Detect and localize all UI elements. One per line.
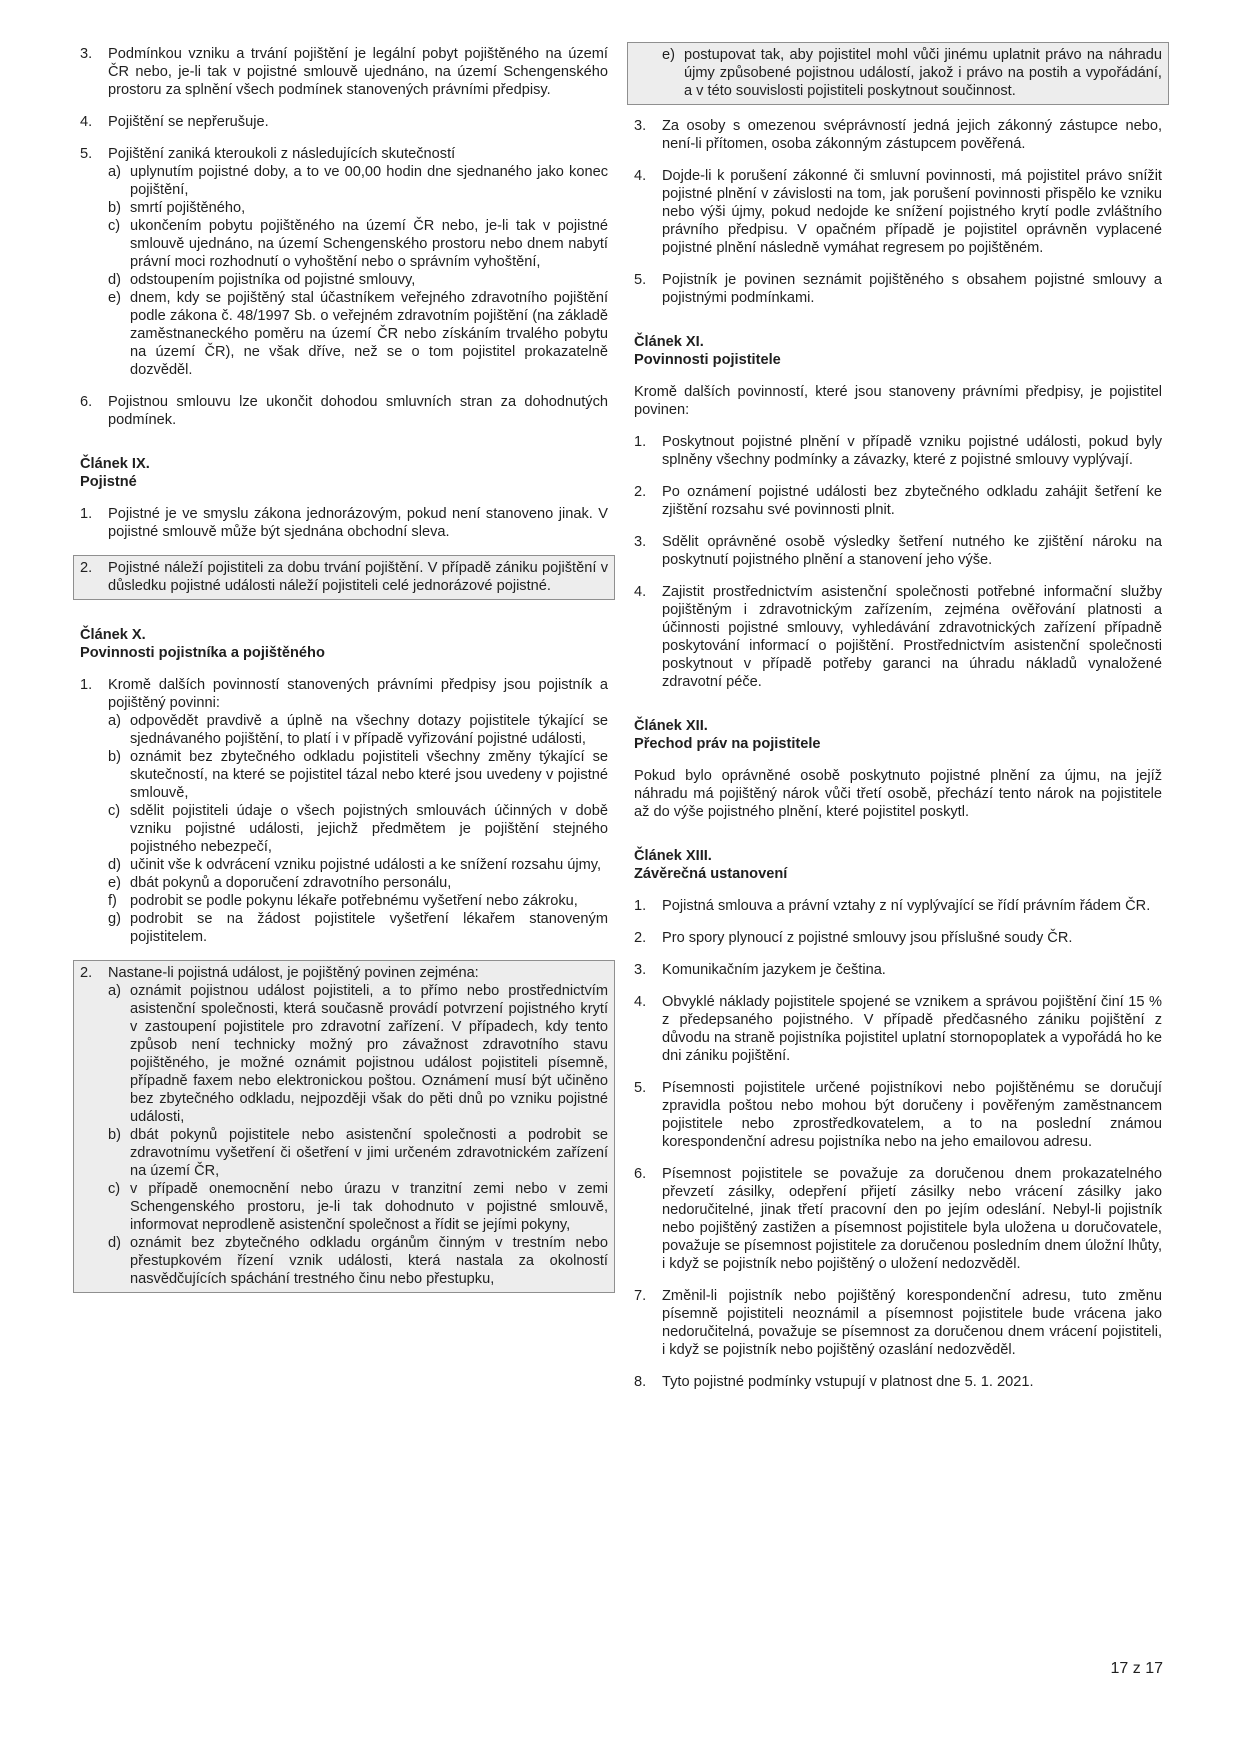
item-number: 5.	[80, 146, 93, 162]
item-number: 4.	[80, 114, 93, 130]
article-10-item-2-continuation-highlighted	[627, 42, 1169, 105]
item-body	[662, 1287, 1162, 1359]
sub-item-letter: a)	[108, 164, 121, 180]
item-body	[108, 113, 608, 131]
item-text: Změnil-li pojistník nebo pojištěný korespondenční adresu, tuto změnu písemně pojistiteli neoznámil a písemnost pojistitele bude vrácena jako nedoručitelná, považuje se písemnost za doručenou dnem vrácení pojistiteli, i když se pojistník nebo pojištěný ozaslání nedozvěděl.	[662, 1288, 1162, 1358]
item-number: 2.	[634, 930, 647, 946]
sub-item	[108, 1180, 608, 1234]
sub-item-letter: b)	[108, 200, 121, 216]
sub-item-letter: e)	[108, 875, 121, 891]
list-item	[634, 167, 1162, 257]
sub-item	[108, 271, 608, 289]
article-11-title: Povinnosti pojistitele	[634, 352, 781, 368]
sub-item-text: dbát pokynů a doporučení zdravotního personálu,	[130, 875, 452, 891]
sub-item	[108, 289, 608, 379]
sub-item	[108, 802, 608, 856]
article-10-heading	[80, 626, 608, 662]
item-body	[662, 533, 1162, 569]
list-item	[634, 993, 1162, 1065]
sub-item-text: učinit vše k odvrácení vzniku pojistné události a ke snížení rozsahu újmy,	[130, 857, 602, 873]
item-body	[662, 271, 1162, 307]
list-item	[634, 1373, 1162, 1391]
article-9-item-2-highlighted	[73, 555, 615, 600]
sub-item-letter: b)	[108, 1127, 121, 1143]
sub-item-letter: a)	[108, 713, 121, 729]
item-text: Písemnosti pojistitele určené pojistníkovi nebo pojištěnému se doručují zpravidla poštou nebo mohou být doručeny i pověřeným zaměstnancem pojistitele nebo zprostředkovatelem, a to na poslední známou korespondenční adresu pojistníka nebo na jeho emailovou adresu.	[662, 1080, 1162, 1150]
item-text: Zajistit prostřednictvím asistenční společnosti potřebné informační služby pojištěným i zdravotnickým zařízením, zejména ověřování platnosti a účinnosti pojistné smlouvy, vyhledávání zdravotnických zařízení případně poskytování informací o pojištění. Prostřednictvím asistenční společnosti poskytnout v případě potřeby garanci na úhradu nákladů vynaložené zdravotní péče.	[662, 584, 1162, 690]
item-body	[108, 676, 608, 946]
article-12-title: Přechod práv na pojistitele	[634, 736, 821, 752]
item-text: Písemnost pojistitele se považuje za doručenou dnem prokazatelného převzetí zásilky, odepření přijetí zásilky nebo vrácení zásilky jako nedoručitelné, jinak třetí pracovní den po jejím odeslání. Nebyl-li pojistník nebo pojištěný zastižen a písemnost pojistitele byla uložena u doručovatele, považuje se písemnost pojistitele za doručenou posledním dnem úložní lhůty, i když se pojistník nebo pojištěný o uložení nedozvěděl.	[662, 1166, 1162, 1272]
item-text: Za osoby s omezenou svéprávností jedná jejich zákonný zástupce nebo, není-li přítomen, osoba zákonným zástupcem pověřená.	[662, 118, 1162, 152]
sub-item-text: v případě onemocnění nebo úrazu v tranzitní zemi nebo v zemi Schengenského prostoru, je-li tak dohodnuto v pojistné smlouvě, informovat neprodleně asistenční společnost a řídit se jejími pokyny,	[130, 1181, 608, 1233]
item-body	[108, 964, 608, 1288]
sub-item-letter: e)	[662, 47, 675, 63]
list-item	[634, 117, 1162, 153]
sub-item-text: podrobit se na žádost pojistitele vyšetření lékařem stanoveným pojistitelem.	[130, 911, 608, 945]
article-11-items	[634, 433, 1162, 691]
sub-item-e	[634, 46, 1162, 100]
article-9-heading	[80, 455, 608, 491]
sub-item	[108, 982, 608, 1126]
list-item	[634, 271, 1162, 307]
list-item	[634, 897, 1162, 915]
sub-item-letter: c)	[108, 803, 121, 819]
article-10-number: Článek X.	[80, 627, 146, 643]
sub-item	[108, 199, 608, 217]
sub-item-text: dbát pokynů pojistitele nebo asistenční společnosti a podrobit se zdravotnímu vyšetření či ošetření v jimi určeném zdravotnickém zařízení na území ČR,	[130, 1127, 608, 1179]
item-text: Podmínkou vzniku a trvání pojištění je legální pobyt pojištěného na území ČR nebo, je-li tak v pojistné smlouvě ujednáno, na území Schengenského prostoru za splnění všech podmínek stanovených právními předpisy.	[108, 46, 608, 98]
item-text: Pojistnou smlouvu lze ukončit dohodou smluvních stran za dohodnutých podmínek.	[108, 394, 608, 428]
sub-item-text: oznámit bez zbytečného odkladu pojistiteli všechny změny týkající se skutečností, na které se pojistitel tázal nebo které jsou uvedeny v pojistné smlouvě,	[130, 749, 608, 801]
article-10-title: Povinnosti pojistníka a pojištěného	[80, 645, 325, 661]
article-10-item-1	[80, 676, 608, 946]
item-number: 6.	[634, 1166, 647, 1182]
item-text: Pojištění zaniká kteroukoli z následujících skutečností	[108, 146, 456, 162]
item-body	[662, 117, 1162, 153]
item-number: 5.	[634, 272, 647, 288]
item-number: 2.	[634, 484, 647, 500]
item-number: 6.	[80, 394, 93, 410]
right-column	[634, 45, 1162, 1405]
item-body	[662, 961, 1162, 979]
item-text: Kromě dalších povinností stanovených právními předpisy jsou pojistník a pojištěný povinni:	[108, 677, 608, 711]
item-body	[108, 45, 608, 99]
sub-item-letter: d)	[108, 857, 121, 873]
item-number: 8.	[634, 1374, 647, 1390]
item-text: Pojistná smlouva a právní vztahy z ní vyplývající se řídí právním řádem ČR.	[662, 898, 1151, 914]
item-number: 1.	[634, 434, 647, 450]
item-number: 3.	[634, 962, 647, 978]
sub-item-letter: e)	[108, 290, 121, 306]
sub-item-letter: c)	[108, 1181, 121, 1197]
sub-item	[108, 163, 608, 199]
item-body	[662, 433, 1162, 469]
item-body	[662, 483, 1162, 519]
item-number: 5.	[634, 1080, 647, 1096]
item-number: 4.	[634, 994, 647, 1010]
item-number: 2.	[80, 560, 93, 576]
item-number: 4.	[634, 584, 647, 600]
article-13-number: Článek XIII.	[634, 848, 712, 864]
list-item	[634, 1287, 1162, 1359]
item-text: Po oznámení pojistné události bez zbytečného odkladu zahájit šetření ke zjištění rozsahu své povinnosti plnit.	[662, 484, 1162, 518]
item-number: 3.	[634, 118, 647, 134]
sub-item	[108, 910, 608, 946]
item-text: Pojistné je ve smyslu zákona jednorázovým, pokud není stanoveno jinak. V pojistné smlouvě může být sjednána obchodní sleva.	[108, 506, 608, 540]
item-body	[108, 145, 608, 379]
list-item	[634, 1079, 1162, 1151]
sub-item-text: uplynutím pojistné doby, a to ve 00,00 hodin dne sjednaného jako konec pojištění,	[130, 164, 608, 198]
page-number: 17 z 17	[1110, 1660, 1163, 1677]
item-body	[662, 1373, 1162, 1391]
article-13-heading	[634, 847, 1162, 883]
sub-item-text: dnem, kdy se pojištěný stal účastníkem veřejného zdravotního pojištění podle zákona č. 48/1997 Sb. o veřejném zdravotním pojištění (na základě zaměstnaneckého poměru na území ČR nebo získáním trvalého pobytu na území ČR), ne však dříve, než se o tom pojistitel prokazatelně dozvěděl.	[130, 290, 608, 378]
item-body	[662, 1165, 1162, 1273]
sub-item	[108, 874, 608, 892]
article-11-intro: Kromě dalších povinností, které jsou stanoveny právními předpisy, je pojistitel povinen:	[634, 384, 1162, 418]
sub-item-text: oznámit bez zbytečného odkladu orgánům činným v trestním nebo přestupkovém řízení vznik události, která nastala za okolností nasvědčujících spáchání trestného činu nebo přestupku,	[130, 1235, 608, 1287]
item-body	[662, 167, 1162, 257]
sub-item-letter: c)	[108, 218, 121, 234]
article-13-items	[634, 897, 1162, 1391]
item-number: 1.	[80, 677, 93, 693]
list-item	[634, 483, 1162, 519]
list-item	[634, 961, 1162, 979]
item-body	[662, 583, 1162, 691]
sub-item	[108, 217, 608, 271]
sub-item-text: odstoupením pojistníka od pojistné smlouvy,	[130, 272, 416, 288]
list-item	[80, 45, 608, 99]
item-body	[662, 897, 1162, 915]
article-12-number: Článek XII.	[634, 718, 708, 734]
sub-item-text: postupovat tak, aby pojistitel mohl vůči jinému uplatnit právo na náhradu újmy způsobené pojistnou událostí, jakož i právo na postih a vypořádání, a v této souvislosti pojistiteli poskytnout součinnost.	[684, 47, 1162, 99]
sub-item-letter: d)	[108, 272, 121, 288]
sub-item-text: ukončením pobytu pojištěného na území ČR nebo, je-li tak v pojistné smlouvě ujednáno, na území Schengenského prostoru nebo dnem nabytí právní moci rozhodnutí o vyhoštění nebo o správním vyhoštění,	[130, 218, 608, 270]
list-item	[80, 964, 608, 1288]
item-text: Obvyklé náklady pojistitele spojené se vznikem a správou pojištění činí 15 % z předepsaného pojistného. V případě předčasného zániku pojištění z důvodu na straně pojistníka pojistitel uplatní stornopoplatek a vypořádá ho ke dni zániku pojištění.	[662, 994, 1162, 1064]
article-12-heading	[634, 717, 1162, 753]
list-item	[634, 433, 1162, 469]
item-text: Sdělit oprávněné osobě výsledky šetření nutného ke zjištění nároku na poskytnutí pojistného plnění a stanovení jeho výše.	[662, 534, 1162, 568]
sub-item	[108, 1126, 608, 1180]
item-text: Nastane-li pojistná událost, je pojištěný povinen zejména:	[108, 965, 479, 981]
item-number: 7.	[634, 1288, 647, 1304]
item-text: Komunikačním jazykem je čeština.	[662, 962, 886, 978]
sub-item-text: podrobit se podle pokynu lékaře potřebnému vyšetření nebo zákroku,	[130, 893, 578, 909]
list-item	[80, 113, 608, 131]
item-text: Pojistné náleží pojistiteli za dobu trvání pojištění. V případě zániku pojištění v důsledku pojistné události náleží pojistiteli celé jednorázové pojistné.	[108, 560, 608, 594]
sub-item	[108, 712, 608, 748]
item-number: 2.	[80, 965, 93, 981]
list-item	[80, 676, 608, 946]
sub-item-letter: g)	[108, 911, 121, 927]
article-10-items-continued	[634, 117, 1162, 307]
item-body	[662, 1079, 1162, 1151]
article-8-items	[80, 45, 608, 429]
article-9-title: Pojistné	[80, 474, 137, 490]
article-9-number: Článek IX.	[80, 456, 150, 472]
item-text: Tyto pojistné podmínky vstupují v platnost dne 5. 1. 2021.	[662, 1374, 1034, 1390]
item-text: Dojde-li k porušení zákonné či smluvní povinnosti, má pojistitel právo snížit pojistné plnění v závislosti na tom, jak porušení povinnosti přispělo ke vzniku nebo výši újmy, pokud nedojde ke snížení pojistného krytí podle zvláštního právního předpisu. V opačném případě je pojistitel oprávněn vyplacené pojistné plnění následně vymáhat regresem po pojištěném.	[662, 168, 1162, 256]
article-10-item-2-highlighted	[73, 960, 615, 1293]
item-text: Pojištění se nepřerušuje.	[108, 114, 269, 130]
item-text: Poskytnout pojistné plnění v případě vzniku pojistné události, pokud byly splněny všechny podmínky a závazky, které z pojistné smlouvy vyplývají.	[662, 434, 1162, 468]
sub-item-text: smrtí pojištěného,	[130, 200, 246, 216]
list-item	[634, 583, 1162, 691]
left-column	[80, 45, 608, 1293]
sub-item	[108, 1234, 608, 1288]
list-item	[80, 393, 608, 429]
item-text: Pro spory plynoucí z pojistné smlouvy jsou příslušné soudy ČR.	[662, 930, 1073, 946]
article-11-number: Článek XI.	[634, 334, 704, 350]
item-text: Pojistník je povinen seznámit pojištěného s obsahem pojistné smlouvy a pojistnými podmínkami.	[662, 272, 1162, 306]
item-body	[662, 993, 1162, 1065]
item-number: 3.	[80, 46, 93, 62]
sub-item-text: oznámit pojistnou událost pojistiteli, a to přímo nebo prostřednictvím asistenční společnosti, která současně provádí potvrzení pojistného krytí v zastoupení pojistitele pro zdravotní zařízení. V případech, kdy tento způsob není technicky možný pro závažnost zdravotního stavu pojištěného, je možné oznámit pojistnou událost pojistiteli písemně, případně faxem nebo elektronickou poštou. Oznámení musí být učiněno bez zbytečného odkladu, nejpozději však do pěti dnů po vzniku pojistné události,	[130, 983, 608, 1125]
list-item	[634, 533, 1162, 569]
sub-item-letter: f)	[108, 893, 117, 909]
article-11-heading	[634, 333, 1162, 369]
list-item	[634, 929, 1162, 947]
item-body	[662, 929, 1162, 947]
sub-item-letter: d)	[108, 1235, 121, 1251]
sub-item	[108, 748, 608, 802]
article-12-text: Pokud bylo oprávněné osobě poskytnuto pojistné plnění za újmu, na jejíž náhradu má pojištěný nárok vůči třetí osobě, přechází tento nárok na pojistitele až do výše pojistného plnění, které pojistitel poskytl.	[634, 768, 1162, 820]
list-item	[634, 1165, 1162, 1273]
sub-item-text: sdělit pojistiteli údaje o všech pojistných smlouvách účinných v době vzniku pojistné události, jejichž předmětem je pojištění stejného pojistného nebezpečí,	[130, 803, 608, 855]
sub-item	[108, 856, 608, 874]
sub-item-letter: a)	[108, 983, 121, 999]
item-number: 4.	[634, 168, 647, 184]
item-number: 1.	[634, 898, 647, 914]
sub-item-text: odpovědět pravdivě a úplně na všechny dotazy pojistitele týkající se sjednávaného pojištění, to platí i v případě vyřizování pojistné události,	[130, 713, 608, 747]
item-number: 3.	[634, 534, 647, 550]
article-13-title: Závěrečná ustanovení	[634, 866, 788, 882]
list-item	[80, 145, 608, 379]
article-9-item-1	[80, 505, 608, 541]
item-body	[108, 393, 608, 429]
item-number: 1.	[80, 506, 93, 522]
sub-item	[108, 892, 608, 910]
sub-item-letter: b)	[108, 749, 121, 765]
